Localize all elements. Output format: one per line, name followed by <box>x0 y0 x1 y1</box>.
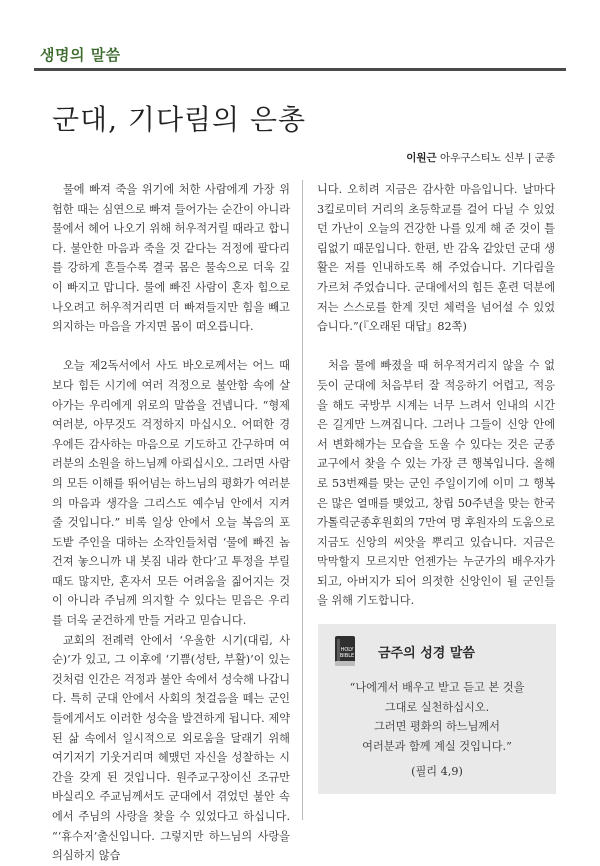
left-column <box>52 180 290 866</box>
section-rule <box>34 68 566 71</box>
section-label: 생명의 말씀 <box>40 46 121 64</box>
right-column <box>317 180 555 611</box>
author-name: 이원근 <box>406 152 437 164</box>
byline <box>406 150 555 165</box>
paragraph: 오늘 제2독서에서 사도 바오로께서는 어느 때보다 힘든 시기에 여러 걱정으로 불안함 속에 살아가는 우리에게 위로의 말씀을 건넵니다. “형제 여러분, 아무것도 걱정하지 마십시오. 어떠한 경우에든 감사하는 마음으로 기도하고 간구하며 여러분의 소원을 하느님께 아뢰십시오. 그러면 사람의 모든 이해를 뛰어넘는 하느님의 평화가 여러분의 마음과 생각을 그리스도 예수님 안에서 지켜 줄 것입니다.” 비록 일상 안에서 오늘 복음의 포도밭 주인을 대하는 소작인들처럼 ‘물에 빠진 놈 건져 놓으니까 내 봇짐 내라 한다’고 투정을 부릴 때도 많지만, 혼자서 모든 어려움을 짊어지는 것이 아니라 주님께 의지할 수 있다는 믿음은 우리를 더욱 굳건하게 만들 거라고 믿습니다. <box>52 359 290 628</box>
paragraph: 니다. 오히려 지금은 감사한 마음입니다. 날마다 3킬로미터 거리의 초등학교를 걸어 다닐 수 있었던 가난이 오늘의 건강한 나를 있게 해 준 것이 틀림없기 때문입니다. 한편, 반 감옥 같았던 군대 생활은 저를 인내하도록 해 주었습니다. 기다림을 가르쳐 주었습니다. 군대에서의 힘든 훈련 덕분에 저는 스스로를 한계 짓던 체력을 넘어설 수 있었습니다.”(『오래된 대답』82쪽) <box>317 183 555 334</box>
svg-text:BIBLE: BIBLE <box>339 653 355 659</box>
verse-body <box>328 678 546 782</box>
verse-reference: (필리 4,9) <box>411 765 463 778</box>
verse-line: 여러분과 함께 계실 것입니다.” <box>362 739 512 753</box>
svg-text:HOLY: HOLY <box>340 647 354 653</box>
verse-line: 그대로 실천하십시오. <box>384 700 490 714</box>
paragraph: 처음 물에 빠졌을 때 허우적거리지 않을 수 없듯이 군대에 처음부터 잘 적응하기 어렵고, 적응을 해도 국방부 시계는 너무 느려서 인내의 시간은 길게만 느껴집니다. 그러나 그들이 신앙 안에서 변화해가는 모습을 도울 수 있다는 것은 군종교구에서 찾을 수 있는 가장 큰 행복입니다. 올해로 53번째를 맞는 군인 주일이기에 이미 그 행복은 많은 열매를 맺었고, 창립 50주년을 맞는 한국가톨릭군종후원회의 7만여 명 후원자의 도움으로 지금도 신앙의 씨앗을 뿌리고 있습니다. 지금은 막막할지 모르지만 언젠가는 누군가의 배우자가 되고, 아버지가 되어 의젓한 신앙인이 될 군인들을 위해 기도합니다. <box>317 359 555 608</box>
article-title: 군대, 기다림의 은총 <box>52 103 307 136</box>
paragraph: 물에 빠져 죽을 위기에 처한 사람에게 가장 위험한 때는 심연으로 빠져 들어가는 순간이 아니라 물에서 헤어 나오기 위해 허우적거릴 때라고 합니다. 불안한 마음과 죽을 것 같다는 걱정에 팔다리를 강하게 흔들수록 결국 몸은 물속으로 더욱 깊이 빠지고 맙니다. 물에 빠진 사람이 혼자 힘으로 나오려고 허우적거리면 더 빠져들지만 힘을 빼고 의지하는 마음을 가지면 몸이 떠오릅니다. <box>52 183 290 334</box>
verse-line: 그러면 평화의 하느님께서 <box>374 720 500 733</box>
verse-box <box>318 624 556 794</box>
bible-icon <box>332 634 358 668</box>
verse-heading: 금주의 성경 말씀 <box>378 646 475 661</box>
paragraph: 교회의 전례력 안에서 ‘우울한 시기(대림, 사순)’가 있고, 그 이후에 ‘기쁨(성탄, 부활)’이 있는 것처럼 인간은 걱정과 불안 속에서 성숙해 나갑니다. 특히 군대 안에서 사회의 첫걸음을 떼는 군인들에게서도 이러한 성숙을 발견하게 됩니다. 제약된 삶 속에서 일시적으로 외로움을 달래기 위해 여기저기 기웃거리며 헤맸던 자신을 성찰하는 시간을 갖게 된 것입니다. 원주교구장이신 조규만 바실리오 주교님께서도 군대에서 겪었던 불안 속에서 주님의 사랑을 찾을 수 있었다고 하십니다. “‘휴수저’출신입니다. 그렇지만 하느님의 사랑을 의심하지 않습 <box>52 633 290 863</box>
verse-line: “나에게서 배우고 받고 듣고 본 것을 <box>349 681 525 694</box>
column-divider <box>302 180 303 820</box>
author-role: 아우구스티노 신부 | 군종 <box>440 152 555 164</box>
